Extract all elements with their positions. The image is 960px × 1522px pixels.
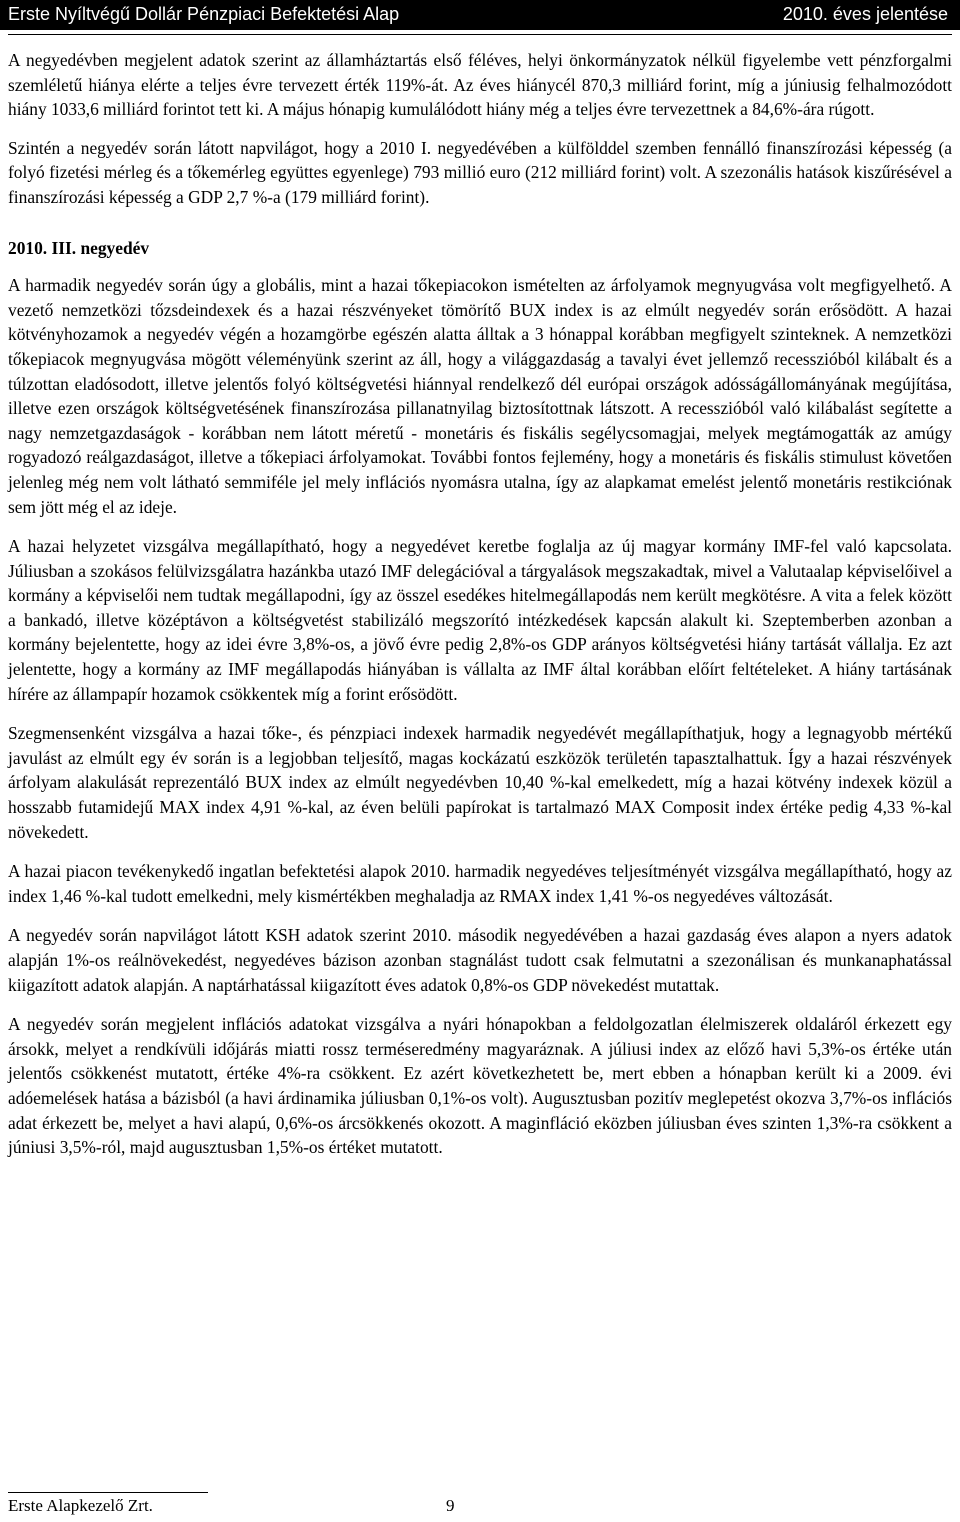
paragraph-inflation: A negyedév során megjelent inflációs adatokat vizsgálva a nyári hónapokban a feldolgozatlan élelmiszerek oldaláról érkezett egy ársokk, melyet a rendkívüli időjárás miatti rossz terméseredmény magyaráznak. A júliusi index az előző havi 5,3%-os értéke után jelentős csökkenést mutatott, értéke 4%-ra csökkent. Ez azért következhetett be, mert ebben a hónapban került ki a 2009. évi adóemelések hatása a bázisból (a havi árdinamika júliusban 0,1%-os volt). Augusztusban pozitív meglepetést okozva 3,7%-os inflációs adat érkezett be, melyet a havi alapú, 0,6%-os árcsökkenés okozott. A maginfláció eközben júliusban éves szinten 1,3%-ra csökkent a júniusi 3,5%-ról, majd augusztusban 1,5%-os értéket mutatott. <box>8 1014 952 1158</box>
paragraph-index-segments: Szegmensenként vizsgálva a hazai tőke-, és pénzpiaci indexek harmadik negyedévét megállapíthatjuk, hogy a legnagyobb mértékű javulást az elmúlt egy év során is a legjobban teljesítő, magas kockázatú eszközök területén tapasztalhattuk. Így a hazai részvények árfolyam alakulását reprezentáló BUX index az elmúlt negyedévben 10,40 %-kal emelkedett, míg a hazai kötvény indexek közül a hosszabb futamidejű MAX index 4,91 %-kal, az éven belüli papírokat is tartalmazó MAX Composit index értéke pedig 4,33 %-kal növekedett. <box>8 723 952 842</box>
section-title-q3: 2010. III. negyedév <box>8 237 150 258</box>
document-header <box>0 0 960 30</box>
footer-divider <box>8 1492 208 1493</box>
paragraph-global-markets: A harmadik negyedév során úgy a globális, mint a hazai tőkepiacokon ismételten az árfolyamok megnyugvása volt megfigyelhető. A vezető nemzetközi tőzsdeindexek és a hazai részvényeket tömörítő BUX index is az elmúlt negyedév során erősödött. A hazai kötvényhozamok a negyedév végén a hozamgörbe egészén alatta álltak a 3 hónappal korábban megfigyelt szinteknek. A nemzetközi tőkepiacok megnyugvása mögött véleményünk szerint az áll, hogy a világgazdaság a tavalyi évet jellemző recesszióból kilábalt és a túlzottan eladósodott, illetve jelentős folyó költségvetési hiánnyal rendelkező dél európai országok adósságállományának megújítása, illetve ezen országok költségvetésének finanszírozása pillanatnyilag biztosítottnak látszott. A recesszióból való kilábalást segítette a nagy nemzetgazdaságok - korábban nem látott méretű - monetáris és fiskális segélycsomagjai, melyek megtámogatták az amúgy rogyadozó reálgazdaságot, illetve a tőkepiaci árfolyamokat. További fontos fejlemény, hogy a monetáris és fiskális stimulust követően jelenleg még nem volt látható semmiféle jel mely inflációs nyomásra utalna, így az alapkamat emelést jelentő monetáris restikciónak sem jött még el az ideje. <box>8 275 952 517</box>
header-report-title: 2010. éves jelentése <box>782 4 948 24</box>
paragraph-financing-capacity: Szintén a negyedév során látott napvilágot, hogy a 2010 I. negyedévében a külfölddel szemben fennálló finanszírozási képesség (a folyó fizetési mérleg és a tőkemérleg együttes egyenlege) 793 millió euro (212 milliárd forint) volt. A szezonális hatások kiszűrésével a finanszírozási képesség a GDP 2,7 %-a (179 milliárd forint). <box>8 137 952 207</box>
footer-company: Erste Alapkezelő Zrt. <box>8 1496 153 1515</box>
paragraph-imf-relations: A hazai helyzetet vizsgálva megállapítható, hogy a negyedévet keretbe foglalja az új magyar kormány IMF-fel való kapcsolata. Júliusban a szokásos felülvizsgálatra hazánkba utazó IMF delegációval a tárgyalások megszakadtak, mivel a Valutaalap képviselőivel a kormány a képviselői nem tudtak megállapodni, így az összel esedékes hitelmegállapodás nem került megkötésre. A vita a felek között a bankadó, illetve középtávon a költségvetést stabilizáló megszorító intézkedések kapcsán alakult ki. Szeptemberben azonban a kormány bejelentette, hogy az idei évre 3,8%-os, a jövő évre pedig 2,8%-os GDP arányos költségvetési hiány tartását vállalja. Ez azt jelentette, hogy a kormány az IMF megállapodás hiányában is vállalta az IMF által korábban előírt feltételeket. A hiány tartásának hírére az állampapír hozamok csökkentek míg a forint erősödött. <box>8 536 952 704</box>
paragraph-real-estate-funds: A hazai piacon tevékenykedő ingatlan befektetési alapok 2010. harmadik negyedéves teljesítményét vizsgálva megállapítható, hogy az index 1,46 %-kal tudott emelkedni, mely kismértékben meghaladja az RMAX index 1,41 %-os negyedéves változását. <box>8 861 952 906</box>
paragraph-ksh-gdp: A negyedév során napvilágot látott KSH adatok szerint 2010. második negyedévében a hazai gazdaság éves alapon a nyers adatok alapján 1%-os reálnövekedést, negyedéves bázison azonban stagnálást tudott csak felmutatni a szezonálisan és munkanaphatással kiigazított adatok alapján. A naptárhatással kiigazított éves adatok 0,8%-os GDP növekedést mutattak. <box>8 925 952 995</box>
header-fund-name: Erste Nyíltvégű Dollár Pénzpiaci Befektetési Alap <box>8 4 400 24</box>
page-number: 9 <box>446 1496 455 1515</box>
paragraph-budget-deficit: A negyedévben megjelent adatok szerint az államháztartás első féléves, helyi önkormányzatok nélkül figyelembe vett pénzforgalmi szemléletű hiánya elérte a teljes évre tervezett érték 119%-át. Az éves hiánycél 870,3 milliárd forint, míg a júniusig felhalmozódott hiány 1033,6 milliárd forintot tett ki. A május hónapig kumulálódott hiány még a teljes évre tervezettnek a 84,6%-ára rúgott. <box>8 50 952 120</box>
header-divider <box>8 34 952 35</box>
document-body <box>0 48 960 1160</box>
